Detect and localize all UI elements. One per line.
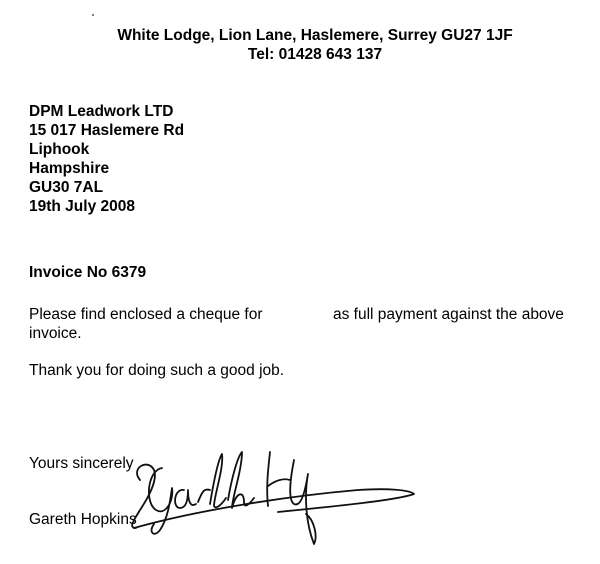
letter-date: 19th July 2008	[29, 198, 135, 215]
recipient-company: DPM Leadwork LTD	[29, 103, 174, 120]
sender-telephone: Tel: 01428 643 137	[247, 46, 383, 63]
invoice-heading: Invoice No 6379	[29, 264, 147, 281]
sender-address: White Lodge, Lion Lane, Haslemere, Surrey GU27 1JF	[117, 27, 513, 44]
recipient-county: Hampshire	[29, 160, 110, 177]
recipient-address-block	[29, 102, 184, 216]
payment-paragraph-start: Please find enclosed a cheque for	[29, 306, 263, 323]
thank-you-paragraph: Thank you for doing such a good job.	[29, 362, 285, 379]
signer-name: Gareth Hopkins	[29, 511, 137, 528]
payment-paragraph-end: invoice.	[29, 325, 82, 342]
recipient-town: Liphook	[29, 141, 90, 158]
scan-speck	[92, 14, 94, 16]
recipient-postcode: GU30 7AL	[29, 179, 104, 196]
payment-paragraph-middle: as full payment against the above	[333, 306, 564, 323]
recipient-street: 15 017 Haslemere Rd	[29, 122, 185, 139]
closing-salutation: Yours sincerely	[29, 455, 134, 472]
sender-header	[0, 26, 600, 64]
handwritten-signature	[118, 440, 418, 550]
